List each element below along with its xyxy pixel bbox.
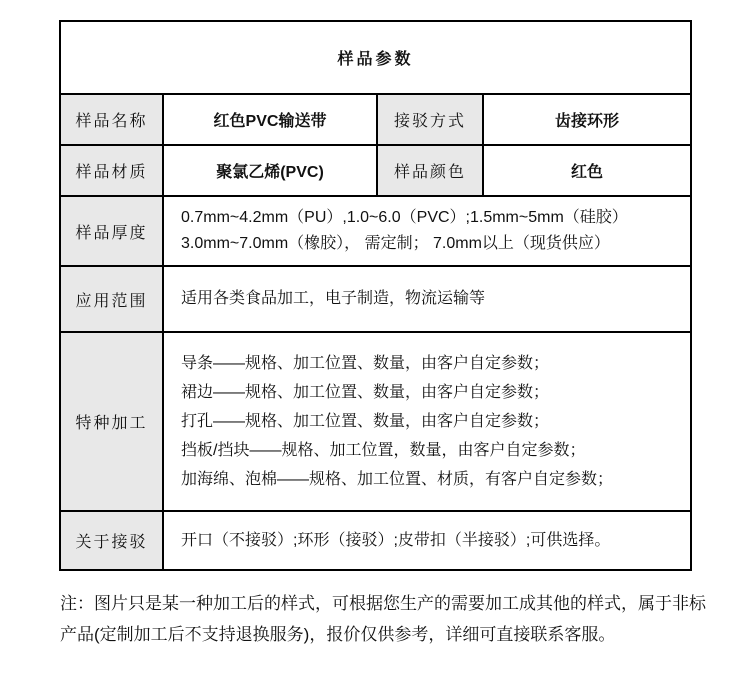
value-sample-material: 聚氯乙烯(PVC): [163, 145, 377, 196]
value-application-range: [163, 266, 691, 332]
table-row: [60, 145, 691, 196]
spec-table: [59, 20, 692, 571]
table-row: [60, 266, 691, 332]
special-processing-line: 打孔——规格、加工位置、数量，由客户自定参数；: [181, 413, 550, 430]
label-sample-material: 样品材质: [60, 145, 163, 196]
joint-line: 开口（不接驳）;环形（接驳）;皮带扣（半接驳）;可供选择。: [181, 531, 611, 549]
footnote-line: 注：图片只是某一种加工后的样式，可根据您生产的需要加工成其他的样式，属于非标: [60, 594, 706, 613]
table-row: [60, 196, 691, 266]
table-row: [60, 94, 691, 145]
value-joint-method: 齿接环形: [483, 94, 691, 145]
label-joint-method: 接驳方式: [377, 94, 483, 145]
thickness-line: 3.0mm~7.0mm（橡胶）， 需定制； 7.0mm以上（现货供应）: [181, 235, 610, 252]
special-processing-line: 挡板/挡块——规格、加工位置，数量，由客户自定参数；: [181, 442, 586, 459]
label-sample-name: 样品名称: [60, 94, 163, 145]
thickness-line: 0.7mm~4.2mm（PU）,1.0~6.0（PVC）;1.5mm~5mm（硅胶）: [181, 209, 628, 226]
value-sample-color: 红色: [483, 145, 691, 196]
label-sample-color: 样品颜色: [377, 145, 483, 196]
label-sample-thickness: 样品厚度: [60, 196, 163, 266]
label-special-processing: 特种加工: [60, 332, 163, 511]
table-title: 样品参数: [60, 21, 691, 94]
special-processing-line: 导条——规格、加工位置、数量，由客户自定参数；: [181, 355, 550, 372]
special-processing-line: 裙边——规格、加工位置、数量，由客户自定参数；: [181, 384, 550, 401]
value-special-processing: [163, 332, 691, 511]
label-about-joint: 关于接驳: [60, 511, 163, 570]
footnote-line: 产品(定制加工后不支持退换服务)，报价仅供参考，详细可直接联系客服。: [60, 625, 616, 644]
table-row: [60, 511, 691, 570]
application-line: 适用各类食品加工，电子制造，物流运输等: [181, 290, 486, 307]
value-sample-thickness: [163, 196, 691, 266]
value-about-joint: [163, 511, 691, 570]
label-application-range: 应用范围: [60, 266, 163, 332]
special-processing-line: 加海绵、泡棉——规格、加工位置、材质，有客户自定参数；: [181, 471, 614, 488]
value-sample-name: 红色PVC输送带: [163, 94, 377, 145]
footnote: [60, 588, 732, 650]
table-row: [60, 332, 691, 511]
